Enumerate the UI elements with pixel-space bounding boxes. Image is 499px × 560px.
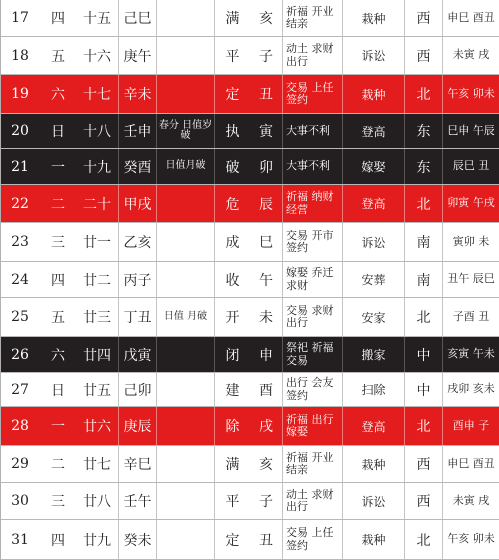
day-number: 18 [11,47,29,64]
lunar-date: 廿二 [83,272,111,289]
lunar-date: 十五 [83,11,111,27]
earthly-branch: 亥 [259,11,273,27]
lunar-date: 廿五 [83,382,111,399]
avoid-activities: 扫除 [342,373,404,406]
solar-term-note [156,262,214,297]
weekday: 五 [51,48,65,65]
calendar-row [0,337,499,373]
auspicious-hours: 戌卯 亥未 [442,373,499,406]
auspicious-hours: 卯寅 午戌 [442,185,499,222]
day-number: 28 [11,418,29,434]
direction: 北 [404,75,442,113]
calendar-row [0,446,499,483]
day-number: 27 [11,381,29,398]
avoid-activities: 栽种 [342,75,404,113]
earthly-branch: 酉 [259,382,273,399]
calendar-row [0,75,499,114]
solar-term-note [156,0,214,36]
suitable-activities: 交易 上任 签约 [282,75,342,113]
ganzhi: 甲戌 [118,185,156,222]
day-officer: 满 [214,0,250,36]
calendar-row [0,373,499,407]
day-number: 20 [11,123,29,139]
weekday: 四 [51,532,65,549]
day-officer: 满 [214,446,250,482]
calendar-row [0,185,499,223]
day-number: 26 [11,346,29,363]
ganzhi: 己卯 [118,373,156,406]
calendar-row [0,407,499,446]
calendar-row [0,0,499,37]
day-officer: 定 [214,520,250,559]
calendar-row [0,262,499,298]
solar-term-note [156,373,214,406]
day-officer: 危 [214,185,250,222]
calendar-row [0,114,499,149]
auspicious-hours: 辰巳 丑 [442,149,499,184]
solar-term-note [156,185,214,222]
ganzhi: 庚辰 [118,407,156,445]
lunar-date: 十六 [83,48,111,65]
day-officer: 建 [214,373,250,406]
earthly-branch: 辰 [259,196,273,213]
suitable-activities: 交易 求财 出行 [282,298,342,336]
suitable-activities: 祈福 开业 结亲 [282,446,342,482]
day-number: 29 [11,456,29,472]
direction: 东 [404,114,442,148]
lunar-date: 廿四 [83,347,111,364]
weekday: 二 [51,457,65,473]
avoid-activities: 安葬 [342,262,404,297]
weekday: 一 [51,419,65,435]
suitable-activities: 嫁娶 乔迁 求财 [282,262,342,297]
lunar-date: 二十 [83,196,111,213]
auspicious-hours: 寅卯 未 [442,223,499,261]
auspicious-hours: 亥寅 午未 [442,337,499,372]
day-number: 23 [11,234,29,250]
lunar-date: 廿九 [83,532,111,549]
avoid-activities: 登高 [342,185,404,222]
suitable-activities: 大事不利 [282,114,342,148]
direction: 西 [404,0,442,36]
auspicious-hours: 申巳 酉丑 [442,0,499,36]
avoid-activities: 登高 [342,114,404,148]
ganzhi: 壬申 [118,114,156,148]
direction: 北 [404,185,442,222]
suitable-activities: 动土 求财 出行 [282,483,342,519]
earthly-branch: 卯 [259,159,273,176]
earthly-branch: 亥 [259,457,273,473]
avoid-activities: 诉讼 [342,37,404,74]
ganzhi: 戊寅 [118,337,156,372]
direction: 西 [404,37,442,74]
lunar-date: 廿七 [83,457,111,473]
calendar-row [0,520,499,560]
day-officer: 定 [214,75,250,113]
avoid-activities: 搬家 [342,337,404,372]
auspicious-hours: 未寅 戌 [442,37,499,74]
lunar-date: 廿六 [83,419,111,435]
calendar-row [0,483,499,520]
calendar-row [0,298,499,337]
day-officer: 平 [214,483,250,519]
solar-term-note [156,483,214,519]
suitable-activities: 祈福 出行 嫁娶 [282,407,342,445]
avoid-activities: 栽种 [342,0,404,36]
direction: 南 [404,223,442,261]
ganzhi: 癸酉 [118,149,156,184]
day-number: 22 [11,195,29,212]
direction: 中 [404,373,442,406]
earthly-branch: 丑 [259,87,273,103]
solar-term-note [156,337,214,372]
lunar-date: 十九 [83,159,111,176]
solar-term-note [156,37,214,74]
solar-term-note: 日值月破 [156,149,214,184]
weekday: 日 [51,382,65,399]
direction: 西 [404,483,442,519]
ganzhi: 丙子 [118,262,156,297]
avoid-activities: 栽种 [342,520,404,559]
day-officer: 平 [214,37,250,74]
suitable-activities: 出行 会友 签约 [282,373,342,406]
lunar-date: 廿八 [83,494,111,510]
suitable-activities: 动土 求财 出行 [282,37,342,74]
weekday: 日 [51,124,65,140]
earthly-branch: 寅 [259,124,273,140]
auspicious-hours: 未寅 戌 [442,483,499,519]
avoid-activities: 诉讼 [342,483,404,519]
earthly-branch: 子 [259,48,273,65]
auspicious-hours: 巳申 午辰 [442,114,499,148]
weekday: 六 [51,87,65,103]
direction: 北 [404,407,442,445]
day-officer: 收 [214,262,250,297]
auspicious-hours: 酉申 子 [442,407,499,445]
direction: 中 [404,337,442,372]
day-number: 24 [11,271,29,288]
weekday: 四 [51,272,65,289]
avoid-activities: 诉讼 [342,223,404,261]
suitable-activities: 祭祀 祈福 交易 [282,337,342,372]
weekday: 五 [51,310,65,326]
ganzhi: 癸未 [118,520,156,559]
direction: 南 [404,262,442,297]
ganzhi: 辛巳 [118,446,156,482]
earthly-branch: 子 [259,494,273,510]
avoid-activities: 安家 [342,298,404,336]
earthly-branch: 午 [259,272,273,289]
auspicious-hours: 丑午 辰巳 [442,262,499,297]
weekday: 四 [51,11,65,27]
weekday: 二 [51,196,65,213]
earthly-branch: 申 [259,347,273,364]
calendar-row [0,223,499,262]
avoid-activities: 登高 [342,407,404,445]
auspicious-hours: 午亥 卯未 [442,75,499,113]
avoid-activities: 栽种 [342,446,404,482]
weekday: 三 [51,235,65,251]
calendar-row [0,37,499,75]
solar-term-note [156,223,214,261]
day-number: 30 [11,493,29,509]
weekday: 一 [51,159,65,176]
solar-term-note [156,407,214,445]
direction: 西 [404,446,442,482]
day-officer: 除 [214,407,250,445]
day-officer: 破 [214,149,250,184]
ganzhi: 丁丑 [118,298,156,336]
solar-term-note: 日值 月破 [156,298,214,336]
lunar-date: 十八 [83,124,111,140]
ganzhi: 壬午 [118,483,156,519]
earthly-branch: 戌 [259,419,273,435]
day-number: 25 [11,309,29,325]
ganzhi: 乙亥 [118,223,156,261]
weekday: 三 [51,494,65,510]
day-number: 19 [11,86,29,102]
direction: 东 [404,149,442,184]
direction: 北 [404,298,442,336]
day-officer: 开 [214,298,250,336]
lunar-date: 廿一 [83,235,111,251]
ganzhi: 辛未 [118,75,156,113]
ganzhi: 己巳 [118,0,156,36]
auspicious-hours: 午亥 卯未 [442,520,499,559]
suitable-activities: 交易 开市 签约 [282,223,342,261]
earthly-branch: 巳 [259,235,273,251]
day-number: 17 [11,10,29,26]
day-officer: 成 [214,223,250,261]
solar-term-note: 春分 日值岁破 [156,114,214,148]
lunar-date: 廿三 [83,310,111,326]
solar-term-note [156,446,214,482]
lunar-date: 十七 [83,87,111,103]
earthly-branch: 丑 [259,532,273,549]
auspicious-hours: 子酉 丑 [442,298,499,336]
day-number: 21 [11,158,29,175]
suitable-activities: 祈福 纳财 经营 [282,185,342,222]
suitable-activities: 交易 上任 签约 [282,520,342,559]
avoid-activities: 嫁娶 [342,149,404,184]
solar-term-note [156,75,214,113]
earthly-branch: 未 [259,310,273,326]
solar-term-note [156,520,214,559]
auspicious-hours: 申巳 酉丑 [442,446,499,482]
day-officer: 执 [214,114,250,148]
ganzhi: 庚午 [118,37,156,74]
day-number: 31 [11,531,29,548]
weekday: 六 [51,347,65,364]
suitable-activities: 祈福 开业 结亲 [282,0,342,36]
day-officer: 闭 [214,337,250,372]
direction: 北 [404,520,442,559]
calendar-row [0,149,499,185]
suitable-activities: 大事不利 [282,149,342,184]
